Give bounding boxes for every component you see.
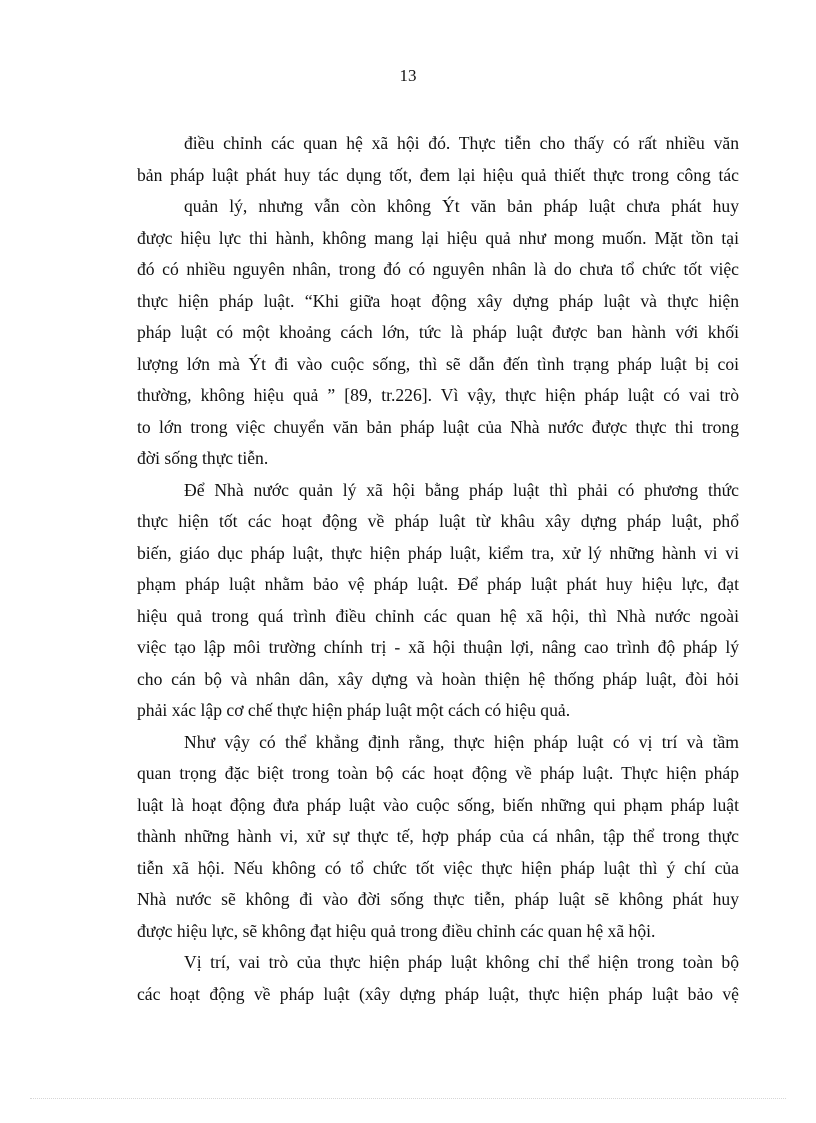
text-line: được hiệu lực thi hành, không mang lại hiệu quả như mong muốn. Mặt tồn tại xyxy=(137,227,739,248)
text-line: hiệu quả trong quá trình điều chỉnh các quan hệ xã hội, thì Nhà nước ngoài xyxy=(137,605,739,626)
text-line: điều chỉnh các quan hệ xã hội đó. Thực tiễn cho thấy có rất nhiều văn xyxy=(184,133,739,153)
text-line: các hoạt động về pháp luật (xây dựng pháp luật, thực hiện pháp luật bảo vệ xyxy=(137,983,739,1004)
text-line: phạm pháp luật nhằm bảo vệ pháp luật. Để pháp luật phát huy hiệu lực, đạt xyxy=(137,574,739,594)
body-text xyxy=(137,128,739,1010)
text-line: được hiệu lực, sẽ không đạt hiệu quả trong điều chỉnh các quan hệ xã hội. xyxy=(137,920,656,941)
text-line: thực hiện pháp luật. “Khi giữa hoạt động xây dựng pháp luật và thực hiện xyxy=(137,290,739,311)
text-line: luật là hoạt động đưa pháp luật vào cuộc sống, biến những qui phạm pháp luật xyxy=(137,794,739,815)
text-line: việc tạo lập môi trường chính trị - xã hội thuận lợi, nâng cao trình độ pháp lý xyxy=(137,637,739,657)
text-line: pháp luật có một khoảng cách lớn, tức là pháp luật được ban hành với khối xyxy=(137,322,739,342)
text-line: thực hiện tốt các hoạt động về pháp luật từ khâu xây dựng pháp luật, phổ xyxy=(137,511,739,531)
text-line: Để Nhà nước quản lý xã hội bằng pháp luật thì phải có phương thức xyxy=(184,479,739,500)
text-line: biến, giáo dục pháp luật, thực hiện pháp luật, kiểm tra, xử lý những hành vi vi xyxy=(137,542,739,563)
text-line: đời sống thực tiễn. xyxy=(137,448,269,468)
text-line: Như vậy có thể khẳng định rằng, thực hiện pháp luật có vị trí và tầm xyxy=(184,731,739,752)
text-line: phải xác lập cơ chế thực hiện pháp luật một cách có hiệu quả. xyxy=(137,700,571,720)
text-line: lượng lớn mà Ýt đi vào cuộc sống, thì sẽ dẫn đến tình trạng pháp luật bị coi xyxy=(137,353,739,374)
page-bottom-rule xyxy=(30,1098,786,1099)
text-line: thành những hành vi, xử sự thực tế, hợp pháp của cá nhân, tập thể trong thực xyxy=(137,826,739,846)
text-line: to lớn trong việc chuyển văn bản pháp luật của Nhà nước được thực thi trong xyxy=(137,416,739,437)
text-line: Vị trí, vai trò của thực hiện pháp luật không chỉ thể hiện trong toàn bộ xyxy=(184,952,739,972)
text-line: cho cán bộ và nhân dân, xây dựng và hoàn thiện hệ thống pháp luật, đòi hỏi xyxy=(137,668,739,689)
text-line: quản lý, nhưng vẫn còn không Ýt văn bản pháp luật chưa phát huy xyxy=(184,196,739,216)
text-line: tiễn xã hội. Nếu không có tổ chức tốt việc thực hiện pháp luật thì ý chí của xyxy=(137,857,739,878)
text-line: bản pháp luật phát huy tác dụng tốt, đem lại hiệu quả thiết thực trong công tác xyxy=(137,164,739,185)
text-line: Nhà nước sẽ không đi vào đời sống thực tiễn, pháp luật sẽ không phát huy xyxy=(137,889,739,909)
page-number: 13 xyxy=(399,66,417,85)
text-line: đó có nhiều nguyên nhân, trong đó có nguyên nhân là do chưa tổ chức tốt việc xyxy=(137,259,739,279)
text-line: thường, không hiệu quả ” [89, tr.226]. Vì vậy, thực hiện pháp luật có vai trò xyxy=(137,385,739,405)
text-line: quan trọng đặc biệt trong toàn bộ các hoạt động về pháp luật. Thực hiện pháp xyxy=(137,763,739,783)
